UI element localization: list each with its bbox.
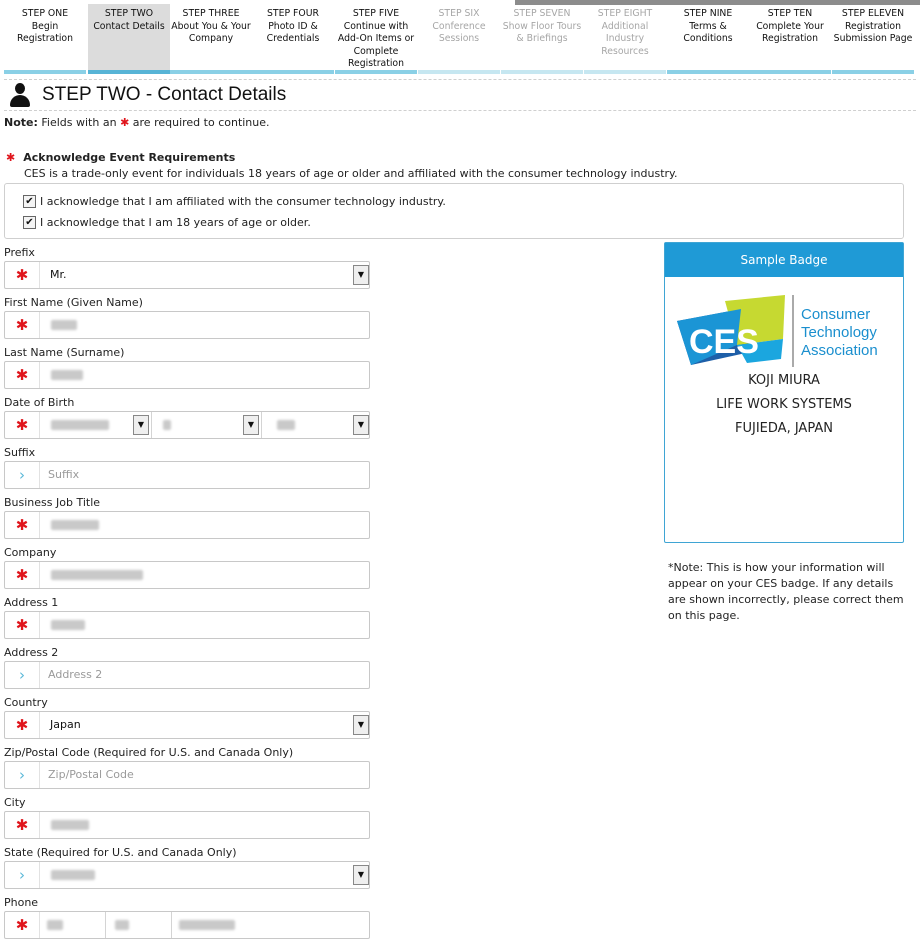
chevron-right-icon: › — [5, 862, 40, 888]
step-9[interactable] — [667, 4, 749, 74]
required-asterisk-icon: ✱ — [120, 116, 130, 129]
phone-number — [179, 920, 235, 930]
zip-field[interactable] — [4, 761, 370, 789]
step-11-number: STEP ELEVEN — [841, 8, 905, 19]
step-5-bar — [335, 70, 417, 74]
state-select[interactable] — [4, 861, 370, 889]
step-7-label: Show Floor Tours & Briefings — [502, 20, 582, 44]
step-7 — [501, 4, 583, 74]
step-8-label: Additional Industry Resources — [601, 20, 649, 57]
required-asterisk-icon: ✱ — [5, 362, 40, 388]
step-3-number: STEP THREE — [182, 8, 240, 19]
phone-field-group — [4, 911, 370, 939]
last-name-label: Last Name (Surname) — [4, 346, 125, 359]
step-4-bar — [252, 70, 334, 74]
acknowledge-box — [4, 183, 904, 239]
suffix-placeholder: Suffix — [48, 468, 80, 481]
redacted-value — [51, 320, 77, 330]
step-8-number: STEP EIGHT — [597, 8, 653, 19]
address1-label: Address 1 — [4, 596, 59, 609]
country-value: Japan — [50, 718, 81, 731]
dropdown-arrow-icon[interactable]: ▼ — [353, 865, 369, 885]
step-10[interactable] — [749, 4, 831, 74]
dob-year-dropdown-icon[interactable]: ▼ — [353, 415, 369, 435]
dob-day-dropdown-icon[interactable]: ▼ — [243, 415, 259, 435]
badge-company: LIFE WORK SYSTEMS — [716, 397, 852, 412]
ack-age-label: I acknowledge that I am 18 years of age or older. — [40, 216, 311, 229]
required-asterisk-icon: ✱ — [6, 151, 16, 164]
step-10-label: Complete Your Registration — [756, 20, 824, 44]
dob-field-group — [4, 411, 370, 439]
redacted-value — [51, 370, 83, 380]
step-3-label: About You & Your Company — [171, 20, 251, 44]
note-text-before: Fields with an — [41, 116, 117, 129]
acknowledge-heading — [6, 151, 235, 164]
divider — [4, 79, 916, 80]
last-name-field[interactable] — [4, 361, 370, 389]
required-asterisk-icon: ✱ — [5, 562, 40, 588]
prefix-select[interactable] — [4, 261, 370, 289]
badge-note: *Note: This is how your information will appear on your CES badge. If any details are shown incorrectly, please correct them on this page. — [668, 561, 904, 622]
step-8-bar — [584, 70, 666, 74]
dropdown-arrow-icon[interactable]: ▼ — [353, 715, 369, 735]
acknowledge-description: CES is a trade-only event for individuals 18 years of age or older and affiliated with the consumer technology industry. — [24, 167, 678, 180]
phone-area-code — [115, 920, 129, 930]
zip-placeholder: Zip/Postal Code — [48, 768, 134, 781]
sample-badge — [664, 242, 904, 543]
address2-field[interactable] — [4, 661, 370, 689]
acknowledge-title: Acknowledge Event Requirements — [23, 151, 236, 164]
required-asterisk-icon: ✱ — [5, 312, 40, 338]
chevron-right-icon: › — [5, 462, 40, 488]
address1-field[interactable] — [4, 611, 370, 639]
step-progress-nav — [4, 4, 914, 74]
phone-label: Phone — [4, 896, 39, 909]
logo-org-line2: Technology — [801, 324, 877, 341]
company-label: Company — [4, 546, 57, 559]
suffix-field[interactable] — [4, 461, 370, 489]
address2-label: Address 2 — [4, 646, 59, 659]
logo-org-line3: Association — [801, 342, 878, 359]
step-6-bar — [418, 70, 500, 74]
first-name-label: First Name (Given Name) — [4, 296, 143, 309]
required-asterisk-icon: ✱ — [5, 912, 40, 938]
step-2-bar — [88, 70, 170, 74]
page-title-text: STEP TWO - Contact Details — [42, 84, 287, 105]
chevron-right-icon: › — [5, 762, 40, 788]
step-3-bar — [170, 70, 252, 74]
dob-day-value — [163, 420, 171, 430]
step-1-bar — [4, 70, 86, 74]
country-select[interactable] — [4, 711, 370, 739]
chevron-right-icon: › — [5, 662, 40, 688]
prefix-value: Mr. — [50, 268, 67, 281]
required-asterisk-icon: ✱ — [5, 812, 40, 838]
step-6-number: STEP SIX — [438, 8, 480, 19]
note-prefix: Note: — [4, 116, 38, 129]
prefix-label: Prefix — [4, 246, 35, 259]
divider — [4, 110, 916, 111]
job-title-label: Business Job Title — [4, 496, 101, 509]
step-11-bar — [832, 70, 914, 74]
first-name-field[interactable] — [4, 311, 370, 339]
state-label: State (Required for U.S. and Canada Only) — [4, 846, 237, 859]
job-title-field[interactable] — [4, 511, 370, 539]
step-7-number: STEP SEVEN — [513, 8, 571, 19]
logo-org-line1: Consumer — [801, 306, 871, 323]
badge-header: Sample Badge — [665, 243, 903, 277]
step-4-number: STEP FOUR — [267, 8, 319, 19]
dob-month-dropdown-icon[interactable]: ▼ — [133, 415, 149, 435]
company-field[interactable] — [4, 561, 370, 589]
badge-name: KOJI MIURA — [748, 373, 820, 388]
note-text-after: are required to continue. — [132, 116, 270, 129]
country-label: Country — [4, 696, 48, 709]
step-6-label: Conference Sessions — [432, 20, 486, 44]
city-label: City — [4, 796, 26, 809]
step-4[interactable] — [252, 4, 334, 74]
step-10-bar — [749, 70, 831, 74]
redacted-value — [51, 520, 99, 530]
redacted-value — [51, 620, 85, 630]
required-asterisk-icon: ✱ — [5, 412, 40, 438]
step-2-label: Contact Details — [93, 20, 165, 32]
zip-label: Zip/Postal Code (Required for U.S. and Canada Only) — [4, 746, 294, 759]
redacted-value — [51, 570, 143, 580]
ack-industry-row[interactable] — [23, 195, 446, 208]
step-2[interactable] — [88, 4, 170, 74]
step-9-label: Terms & Conditions — [683, 20, 733, 44]
ack-industry-label: I acknowledge that I am affiliated with the consumer technology industry. — [40, 195, 446, 208]
ack-age-checkbox[interactable]: ✔ — [23, 216, 36, 229]
step-5-number: STEP FIVE — [352, 8, 400, 19]
step-9-number: STEP NINE — [683, 8, 733, 19]
step-2-number: STEP TWO — [104, 8, 154, 19]
step-5-label: Continue with Add-On Items or Complete Registration — [337, 20, 415, 69]
required-asterisk-icon: ✱ — [5, 612, 40, 638]
step-11[interactable] — [832, 4, 914, 74]
step-3[interactable] — [170, 4, 252, 74]
step-4-label: Photo ID & Credentials — [266, 20, 320, 44]
step-6 — [418, 4, 500, 74]
phone-country-code — [47, 920, 63, 930]
step-1[interactable] — [4, 4, 86, 74]
step-5[interactable] — [335, 4, 417, 74]
step-9-bar — [667, 70, 749, 74]
suffix-label: Suffix — [4, 446, 36, 459]
ack-age-row[interactable] — [23, 216, 311, 229]
redacted-value — [51, 870, 95, 880]
page-title — [10, 82, 286, 108]
step-7-bar — [501, 70, 583, 74]
step-1-number: STEP ONE — [21, 8, 69, 19]
required-asterisk-icon: ✱ — [5, 712, 40, 738]
ack-industry-checkbox[interactable]: ✔ — [23, 195, 36, 208]
redacted-value — [51, 820, 89, 830]
step-8 — [584, 4, 666, 74]
badge-location: FUJIEDA, JAPAN — [735, 421, 833, 436]
address2-placeholder: Address 2 — [48, 668, 103, 681]
step-10-number: STEP TEN — [767, 8, 813, 19]
user-icon — [10, 83, 30, 107]
required-note — [4, 116, 270, 129]
dropdown-arrow-icon[interactable]: ▼ — [353, 265, 369, 285]
required-asterisk-icon: ✱ — [5, 512, 40, 538]
cta-logo — [677, 295, 897, 369]
dob-year-value — [277, 420, 295, 430]
step-1-label: Begin Registration — [16, 20, 74, 44]
city-field[interactable] — [4, 811, 370, 839]
logo-ces-text: CES — [689, 323, 759, 361]
dob-month-value — [51, 420, 109, 430]
step-11-label: Registration Submission Page — [833, 20, 913, 44]
dob-label: Date of Birth — [4, 396, 75, 409]
required-asterisk-icon: ✱ — [5, 262, 40, 288]
